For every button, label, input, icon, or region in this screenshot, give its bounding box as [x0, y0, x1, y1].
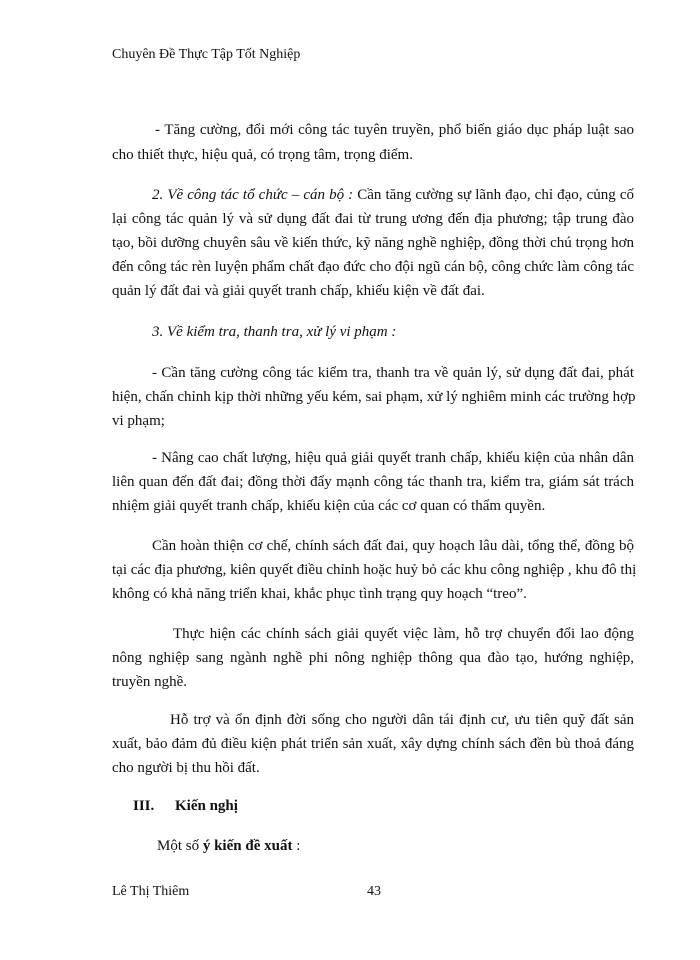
section-number: III.	[133, 798, 155, 814]
paragraph-line: xuất, bảo đảm đủ điều kiện phát triển sản xuất, xây dựng chính sách đền bù thoả đáng	[112, 736, 634, 752]
section-title: Kiến nghị	[175, 798, 238, 814]
paragraph-line: truyền nghề.	[112, 674, 187, 690]
footer-author: Lê Thị Thiêm	[112, 884, 190, 899]
paragraph-line: tạo, bồi dưỡng chuyên sâu về kiến thức, kỹ năng nghề nghiệp, đồng thời chú trọng hơn	[112, 235, 634, 251]
paragraph-line: lại công tác quản lý và sử dụng đất đai từ trung ương đến địa phương; tập trung đào	[112, 211, 634, 227]
paragraph-line: quản lý đất đai và giải quyết tranh chấp, khiếu kiện về đất đai.	[112, 283, 485, 299]
paragraph-line: vi phạm;	[112, 413, 165, 429]
paragraph-line: Cần hoàn thiện cơ chế, chính sách đất đai, quy hoạch lâu dài, tổng thể, đồng bộ	[152, 538, 634, 554]
paragraph-line: cho người bị thu hồi đất.	[112, 760, 260, 776]
paragraph-line: cho thiết thực, hiệu quả, có trọng tâm, trọng điểm.	[112, 147, 413, 163]
paragraph-line: liên quan đến đất đai; đồng thời đẩy mạnh công tác thanh tra, kiểm tra, giám sát trách	[112, 474, 634, 490]
bold-text: ý kiến đề xuất	[202, 838, 293, 854]
paragraph-line: Thực hiện các chính sách giải quyết việc làm, hỗ trợ chuyển đổi lao động	[173, 626, 634, 642]
paragraph-line: - Tăng cường, đổi mới công tác tuyên truyền, phổ biến giáo dục pháp luật sao	[155, 122, 634, 138]
subheading: 2. Về công tác tổ chức – cán bộ :	[152, 187, 354, 203]
paragraph-line: nhiệm giải quyết tranh chấp, khiếu kiện của các cơ quan có thẩm quyền.	[112, 498, 546, 514]
paragraph-line: hiện, chấn chỉnh kịp thời những yếu kém, sai phạm, xử lý nghiêm minh các trường hợp	[112, 389, 636, 405]
paragraph-line: - Cần tăng cường công tác kiểm tra, thanh tra về quản lý, sử dụng đất đai, phát	[152, 365, 634, 381]
text: Một số	[157, 838, 203, 854]
paragraph-line: - Nâng cao chất lượng, hiệu quả giải quyết tranh chấp, khiếu kiện của nhân dân	[152, 450, 634, 466]
text: :	[292, 838, 301, 854]
paragraph-line: tại các địa phương, kiên quyết điều chỉnh hoặc huỷ bỏ các khu công nghiệp , khu đô thị	[112, 562, 637, 578]
text: Cần tăng cường sự lãnh đạo, chỉ đạo, củng cố	[353, 187, 634, 203]
page-number: 43	[367, 884, 381, 899]
paragraph-line: Hỗ trợ và ổn định đời sống cho người dân tái định cư, ưu tiên quỹ đất sản	[170, 712, 634, 728]
paragraph-line: nông nghiệp sang ngành nghề phi nông nghiệp thông qua đào tạo, hướng nghiệp,	[112, 650, 634, 666]
running-header: Chuyên Đề Thực Tập Tốt Nghiệp	[112, 47, 301, 62]
subheading: 3. Về kiểm tra, thanh tra, xử lý vi phạm :	[152, 324, 397, 340]
paragraph-line	[152, 185, 634, 205]
paragraph-line: không có khả năng triển khai, khắc phục tình trạng quy hoạch “treo”.	[112, 586, 527, 602]
paragraph-line	[157, 836, 679, 856]
paragraph-line: đến công tác rèn luyện phẩm chất đạo đức cho đội ngũ cán bộ, công chức làm công tác	[112, 259, 634, 275]
